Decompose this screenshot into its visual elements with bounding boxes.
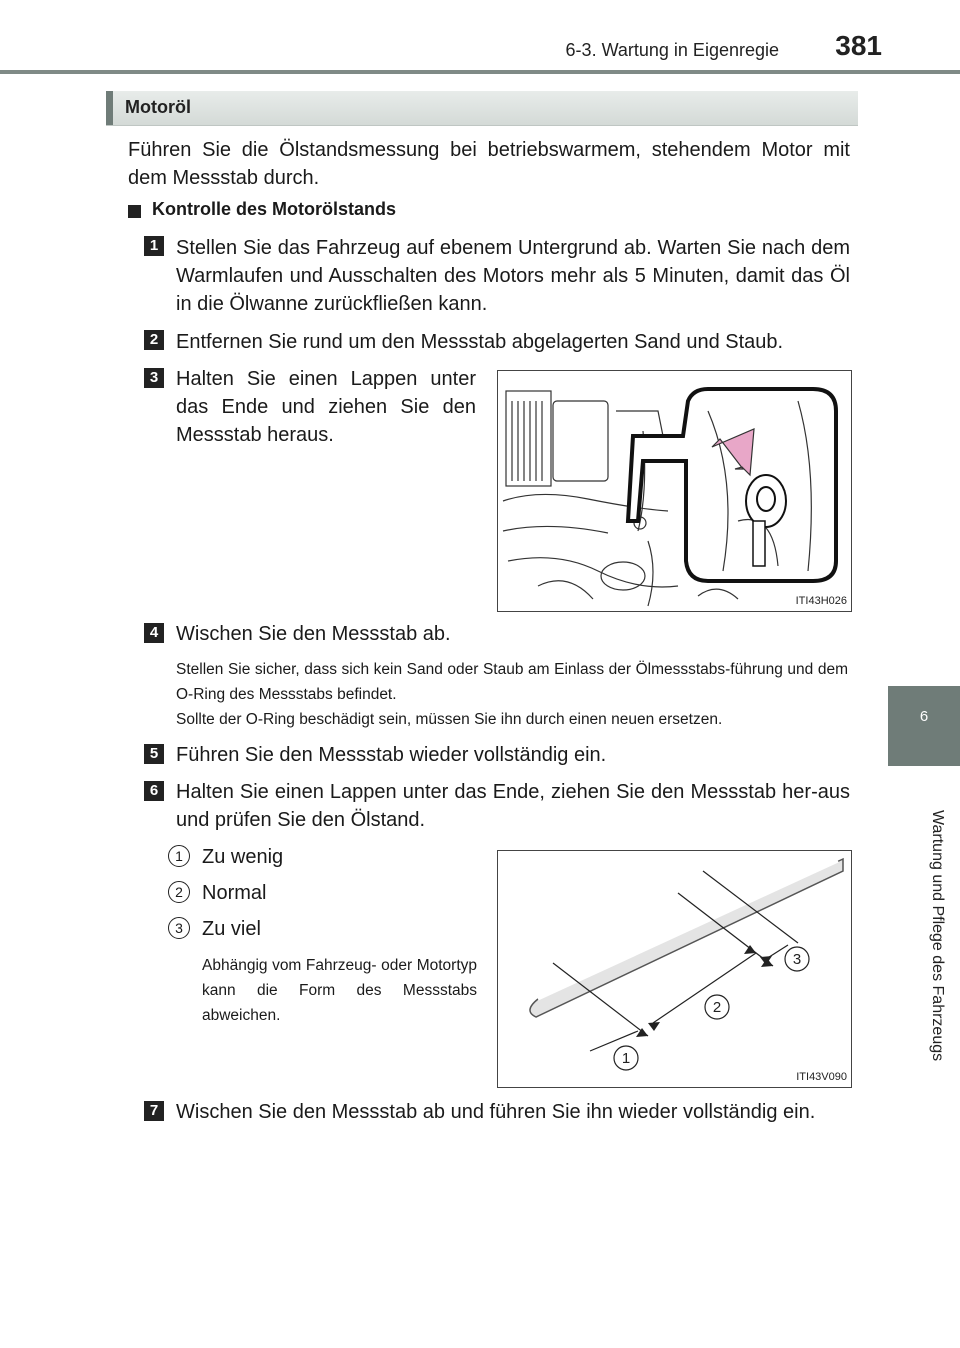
step-number-badge: 2 — [144, 330, 164, 350]
step-text: Entfernen Sie rund um den Messstab abgelagerten Sand und Staub. — [176, 331, 784, 353]
step-note: Stellen Sie sicher, dass sich kein Sand oder Staub am Einlass der Ölmessstabs-führung und dem O-Ring des Messstabs befindet. — [176, 661, 848, 703]
step-text: Führen Sie den Messstab wieder vollständig ein. — [176, 744, 607, 766]
chapter-title: Wartung und Pflege des Fahrzeugs — [929, 810, 946, 1062]
section-title: Motoröl — [125, 97, 191, 117]
dipstick-figure — [497, 850, 852, 1088]
step-number-badge: 6 — [144, 781, 164, 801]
chapter-tab — [888, 686, 960, 766]
dipstick-callout-2: 2 — [712, 999, 722, 1016]
page-number: 381 — [835, 30, 882, 61]
level-label: Zu viel — [202, 918, 261, 940]
step-note: Sollte der O-Ring beschädigt sein, müssen Sie ihn durch einen neuen ersetzen. — [176, 711, 723, 728]
dipstick-illustration — [498, 851, 851, 1087]
step-number-badge: 7 — [144, 1101, 164, 1121]
running-header-section: 6-3. Wartung in Eigenregie — [565, 40, 779, 60]
level-number-circle: 2 — [168, 881, 190, 903]
step-number-badge: 3 — [144, 368, 164, 388]
dipstick-callout-3: 3 — [792, 951, 802, 968]
engine-bay-figure — [497, 370, 852, 612]
chapter-number: 6 — [919, 708, 929, 725]
step-number-badge: 4 — [144, 623, 164, 643]
subsection-title: Kontrolle des Motorölstands — [152, 199, 397, 219]
section-header — [106, 91, 858, 125]
section-rule — [106, 125, 858, 126]
step-number-badge: 5 — [144, 744, 164, 764]
dipstick-callout-1: 1 — [621, 1050, 631, 1067]
intro-text: Führen Sie die Ölstandsmessung bei betriebswarmem, stehendem Motor mit dem Messstab durch. — [128, 139, 850, 189]
figure-code: ITI43H026 — [795, 595, 847, 607]
step-text: Halten Sie einen Lappen unter das Ende und ziehen Sie den Messstab heraus. — [176, 368, 476, 446]
step-text: Wischen Sie den Messstab ab. — [176, 623, 451, 645]
level-label: Normal — [202, 882, 267, 904]
figure-code: ITI43V090 — [796, 1071, 847, 1083]
engine-bay-illustration — [498, 371, 851, 611]
step-text: Wischen Sie den Messstab ab und führen Sie ihn wieder vollständig ein. — [176, 1101, 816, 1123]
level-number-circle: 1 — [168, 845, 190, 867]
level-label: Zu wenig — [202, 846, 284, 868]
step-text: Halten Sie einen Lappen unter das Ende, ziehen Sie den Messstab her-aus und prüfen Sie den Ölstand. — [176, 781, 850, 831]
levels-note: Abhängig vom Fahrzeug- oder Motortyp kann die Form des Messstabs abweichen. — [202, 957, 477, 1024]
step-number-badge: 1 — [144, 236, 164, 256]
bullet-square-icon — [128, 205, 141, 218]
header-rule — [0, 70, 960, 74]
step-text: Stellen Sie das Fahrzeug auf ebenem Untergrund ab. Warten Sie nach dem Warmlaufen und Ausschalten des Motors mehr als 5 Minuten, damit das Öl in die Ölwanne zurückfließen kann. — [176, 237, 850, 315]
level-number-circle: 3 — [168, 917, 190, 939]
